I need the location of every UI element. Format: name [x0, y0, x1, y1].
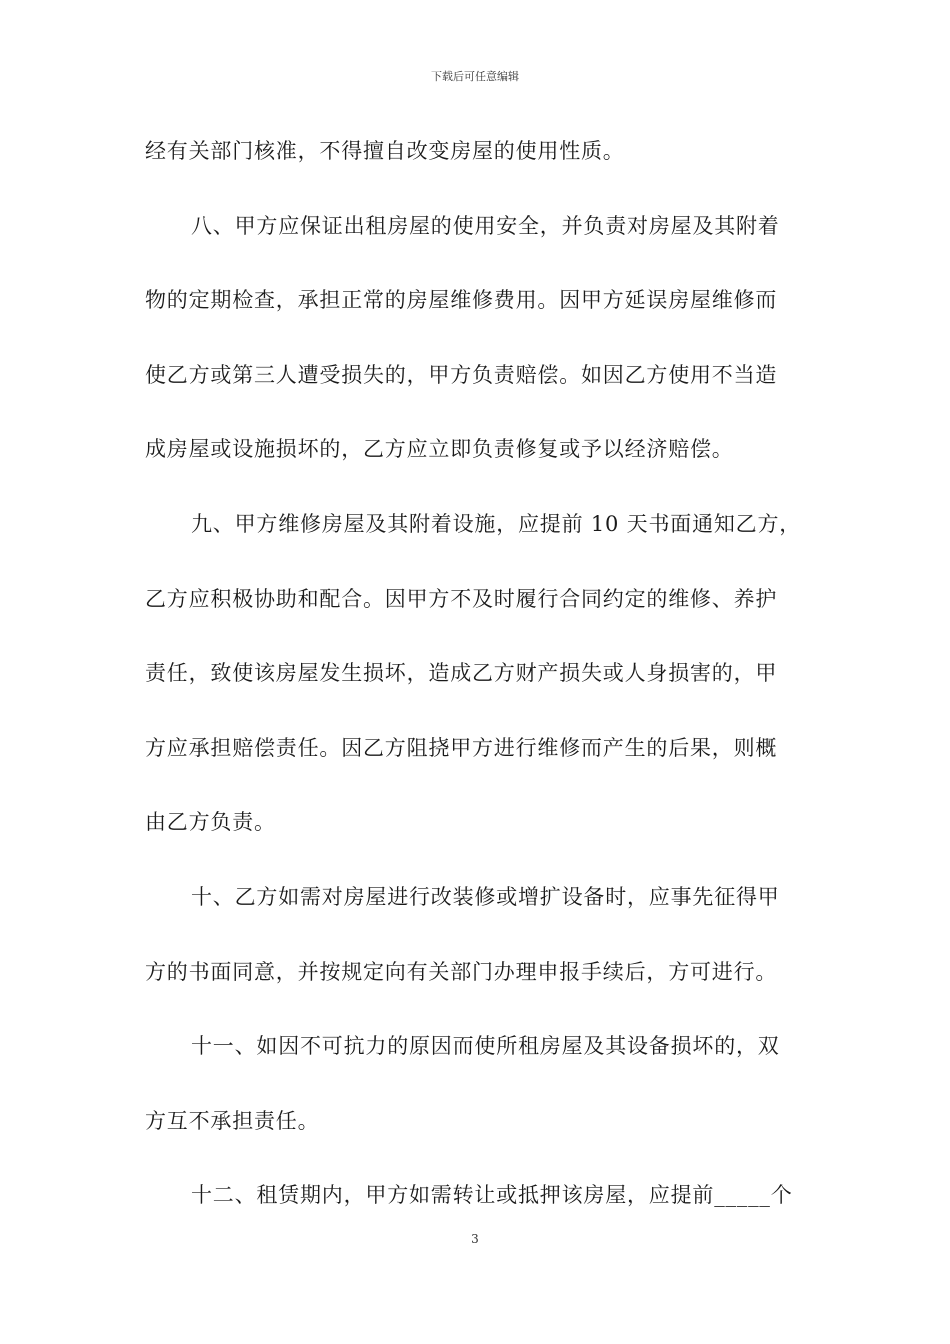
- text-line: 经有关部门核准，不得擅自改变房屋的使用性质。: [145, 139, 625, 163]
- text-line: 方的书面同意，并按规定向有关部门办理申报手续后，方可进行。: [145, 959, 778, 984]
- text-line: 成房屋或设施损坏的，乙方应立即负责修复或予以经济赔偿。: [145, 437, 734, 462]
- text-line: 八、甲方应保证出租房屋的使用安全，并负责对房屋及其附着: [191, 213, 780, 238]
- text-line: 十一、如因不可抗力的原因而使所租房屋及其设备损坏的，双: [191, 1034, 780, 1059]
- text-line: 责任，致使该房屋发生损坏，造成乙方财产损失或人身损害的，甲: [145, 661, 778, 686]
- text-line: 使乙方或第三人遭受损失的，甲方负责赔偿。如因乙方使用不当造: [145, 362, 778, 387]
- document-body: [145, 126, 810, 1245]
- text-line: 物的定期检查，承担正常的房屋维修费用。因甲方延误房屋维修而: [145, 288, 778, 313]
- text-line: 方应承担赔偿责任。因乙方阻挠甲方进行维修而产生的后果，则概: [145, 735, 778, 760]
- page-header: 下载后可任意编辑: [431, 70, 519, 83]
- text-line: 乙方应积极协助和配合。因甲方不及时履行合同约定的维修、养护: [145, 586, 778, 611]
- page-number: 3: [471, 1232, 479, 1246]
- text-line: 方互不承担责任。: [145, 1108, 320, 1133]
- text-line: 由乙方负责。: [145, 810, 276, 835]
- text-line: 十二、租赁期内，甲方如需转让或抵押该房屋，应提前_____个: [191, 1183, 793, 1208]
- text-line: 十、乙方如需对房屋进行改装修或增扩设备时，应事先征得甲: [191, 884, 780, 909]
- text-line: 九、甲方维修房屋及其附着设施，应提前 10 天书面通知乙方，: [191, 511, 802, 536]
